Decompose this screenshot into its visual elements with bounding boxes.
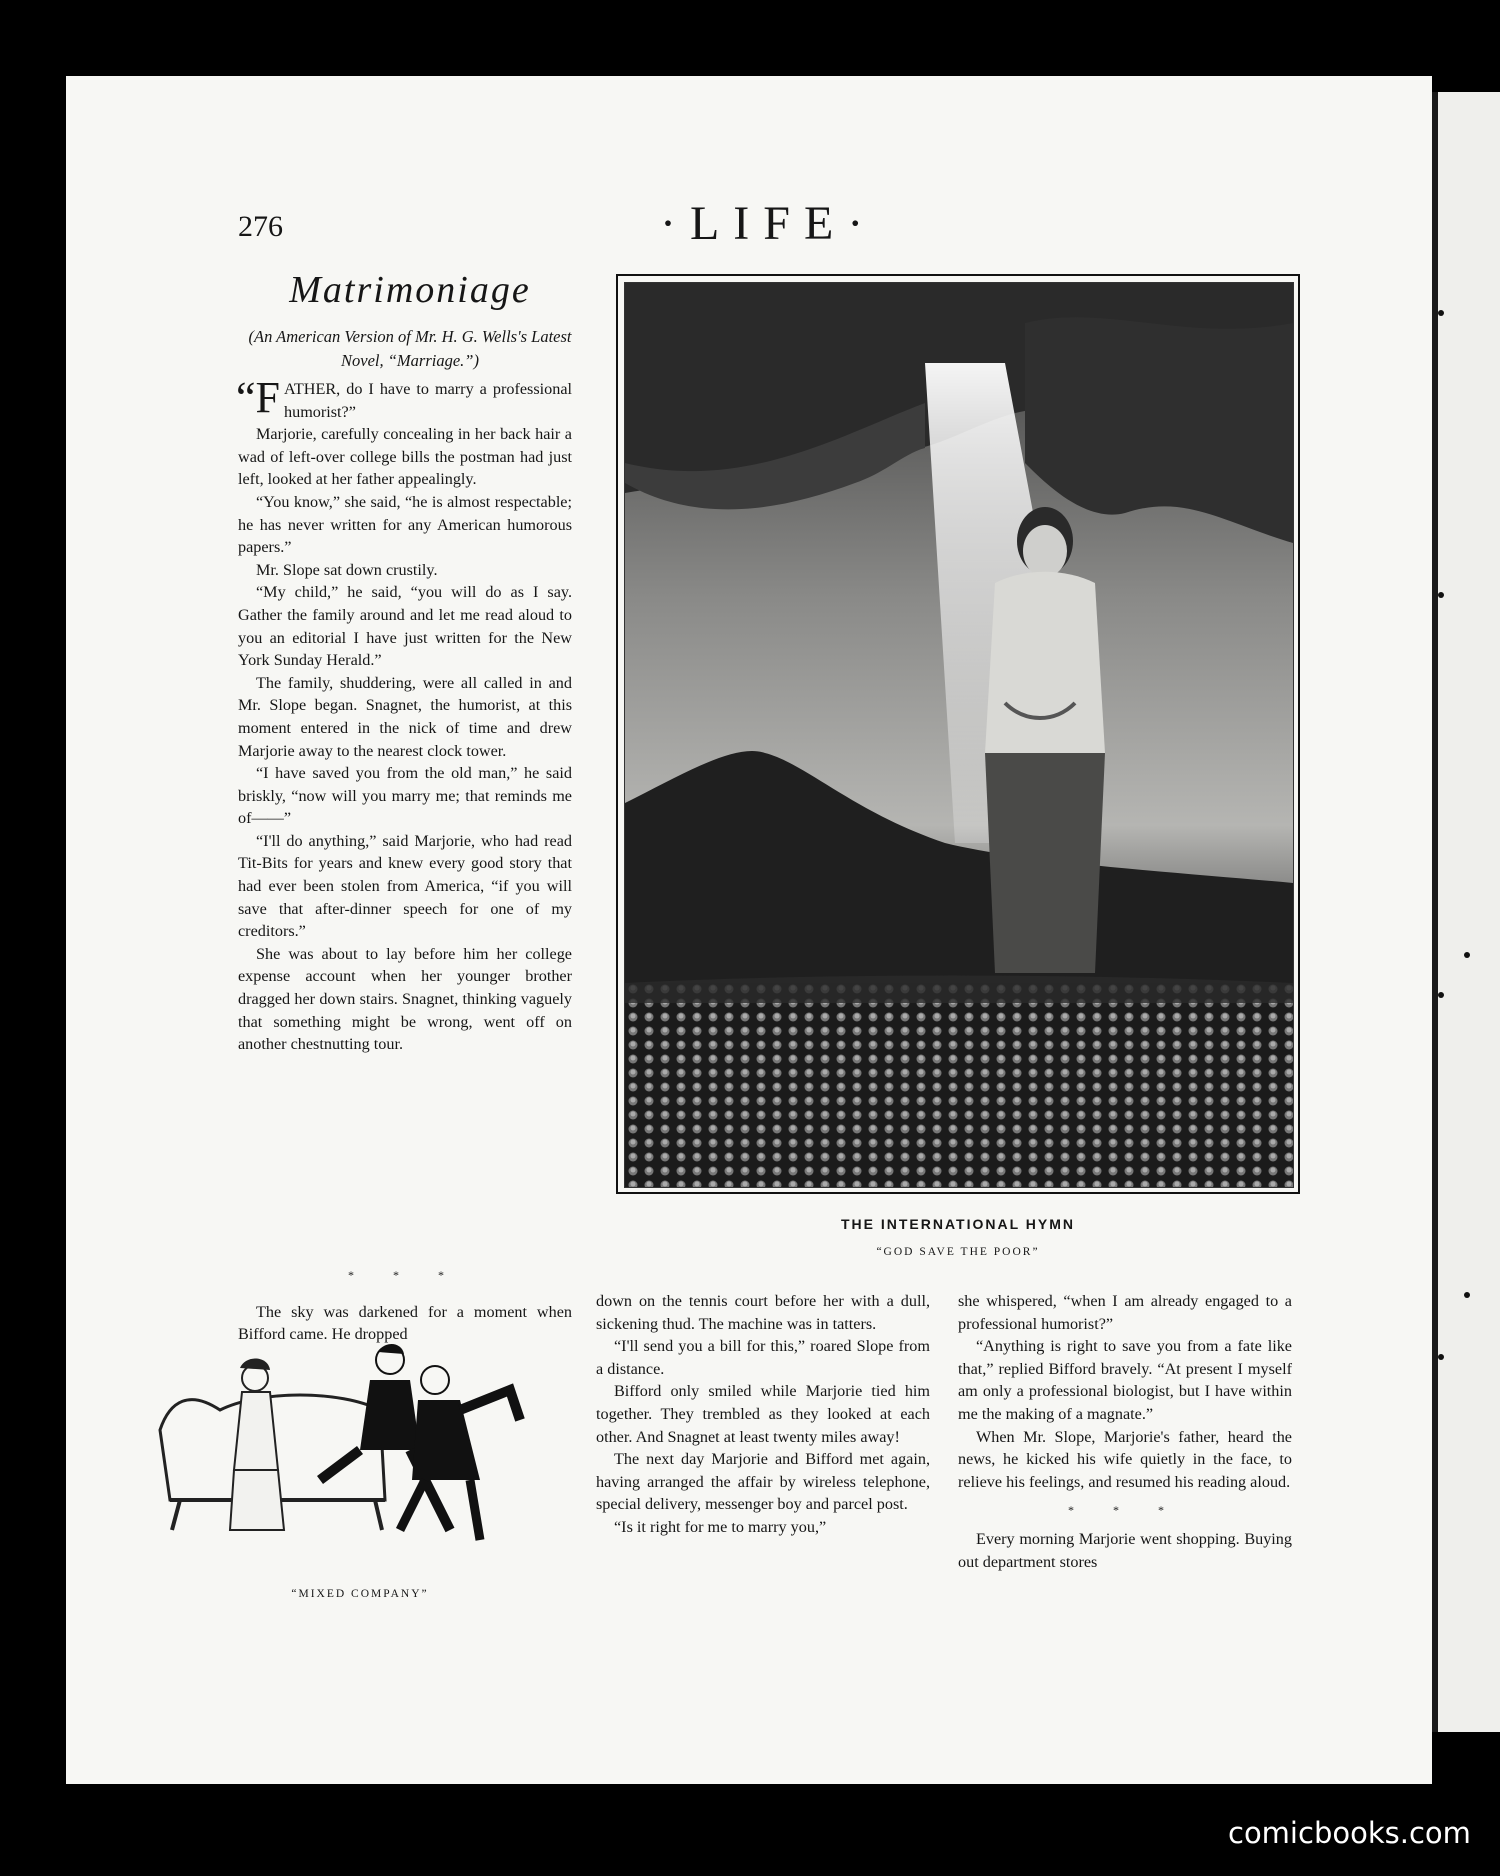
paragraph-text: down on the tennis court before her with a dull, sickening thud. The machine was in tatters. [596,1292,930,1333]
adjacent-page-edge [1432,92,1500,1732]
article-column-3 [958,1290,1292,1573]
illustration-drawing [625,283,1293,1187]
paragraph-text: Every morning Marjorie went shopping. Buying out department stores [958,1529,1292,1571]
illustration-international-hymn [616,274,1300,1194]
cartoon-caption: “MIXED COMPANY” [291,1588,429,1600]
illustration-subcaption: “GOD SAVE THE POOR” [876,1246,1040,1258]
paragraph-text: “I'll send you a bill for this,” roared Slope from a distance. [596,1337,930,1378]
paragraph-text: When Mr. Slope, Marjorie's father, heard the news, he kicked his wife quietly in the face, to relieve his feelings, and resumed his reading aloud. [958,1427,1292,1491]
paragraph [236,373,572,423]
watermark: comicbooks.com [1228,1816,1471,1850]
cartoon-mixed-company [150,1330,570,1570]
paragraph [238,581,572,671]
article-column-2 [596,1290,930,1539]
article-column-1 [236,373,572,1056]
paragraph: The sky was darkened for a moment when Bifford came. He dropped [238,1302,572,1344]
paragraph [596,1380,930,1448]
paragraph [238,423,572,491]
woman-figure [230,1358,284,1530]
paragraph [958,1426,1292,1494]
paragraph-text: she whispered, “when I am already engaged to a professional humorist?” [958,1292,1292,1333]
paragraph-text: “I have saved you from the old man,” he said briskly, “now will you marry me; that reminds me of——” [238,764,572,828]
paragraph [238,559,572,582]
paragraph [238,672,572,762]
scan-border-left [0,0,66,1876]
paragraph [596,1290,930,1335]
paragraph-text: “Is it right for me to marry you,” [614,1517,827,1536]
article-subtitle: (An American Version of Mr. H. G. Wells's Latest Novel, “Marriage.”) [248,327,572,370]
paragraph-text: ATHER, do I have to marry a professional humorist?” [284,380,572,421]
paragraph [958,1290,1292,1335]
dancing-men [320,1344,520,1540]
paragraph-text: The next day Marjorie and Bifford met again, having arranged the affair by wireless telephone, special delivery, messenger boy and parcel post. [596,1450,930,1514]
paragraph [958,1335,1292,1425]
section-divider: * * * [1068,1503,1182,1518]
masthead: ·LIFE· [660,197,878,250]
page-number: 276 [238,210,283,243]
paragraph-text: Mr. Slope sat down crustily. [256,560,438,579]
paragraph-text: Marjorie, carefully concealing in her back hair a wad of left-over college bills the postman had just left, looked at her father appealingly. [238,425,572,489]
paragraph [958,1528,1292,1573]
paragraph [596,1448,930,1516]
paragraph [596,1335,930,1380]
paragraph [596,1516,930,1539]
paragraph [238,830,572,943]
paragraph-text: “You know,” she said, “he is almost respectable; he has never written for any American humorous papers.” [238,492,572,557]
paragraph-text: “My child,” he said, “you will do as I say. Gather the family around and let me read aloud to you an editorial I have just written for the New York Sunday Herald.” [238,583,572,670]
paragraph-text: “I'll do anything,” said Marjorie, who had read Tit-Bits for years and knew every good story that had ever been stolen from America, “if you will save that after-dinner speech for one of my creditors.” [238,831,572,941]
paragraph-text: Bifford only smiled while Marjorie tied him together. They trembled as they looked at each other. And Snagnet at least twenty miles away! [596,1382,930,1446]
paragraph [238,491,572,559]
paragraph-text: “Anything is right to save you from a fate like that,” replied Bifford bravely. “At present I myself am only a professional biologist, but I have within me the making of a magnate.” [958,1337,1292,1423]
article-title: Matrimoniage [289,269,531,311]
paragraph-text: She was about to lay before him her college expense account when her younger brother dragged her down stairs. Snagnet, thinking vaguely that something might be wrong, went off on another chestnutting tour. [238,944,572,1054]
drop-cap: “F [236,373,280,422]
section-divider: * * * [348,1268,462,1282]
illustration-caption: THE INTERNATIONAL HYMN [840,1216,1076,1232]
paragraph [238,762,572,830]
paragraph-text: The family, shuddering, were all called in and Mr. Slope began. Snagnet, the humorist, at this moment entered in the nick of time and drew Marjorie away to the nearest clock tower. [238,673,572,760]
cartoon-drawing [150,1330,570,1570]
paragraph [238,943,572,1056]
